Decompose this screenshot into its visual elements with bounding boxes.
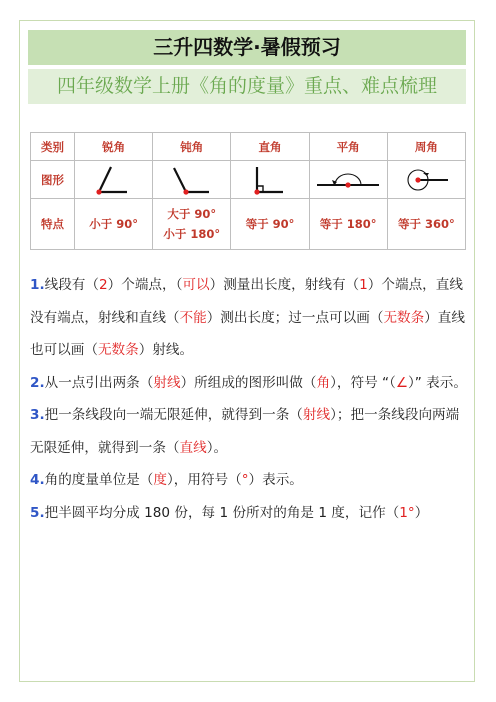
answer-text: 角	[316, 374, 331, 391]
answer-text: °	[241, 472, 249, 488]
statement-text: ），符号 “（	[330, 374, 396, 391]
answer-text: 无数条	[383, 309, 425, 326]
key-point-2	[30, 367, 470, 400]
acute-angle-feature	[75, 199, 153, 250]
statement-text: ）测出长度；过一点可以画（	[206, 309, 384, 326]
key-point-number: 2.	[30, 374, 45, 391]
answer-text: 无数条	[97, 342, 139, 358]
answer-text: 不能	[179, 309, 207, 326]
full-angle-feature	[387, 199, 465, 250]
statement-text: ）表示。	[248, 472, 303, 488]
feature-text: 等于 180°	[319, 217, 377, 231]
statement-text: ）测量出长度，射线有（	[209, 277, 360, 293]
table-figure-row	[31, 161, 466, 199]
answer-text: 射线	[302, 407, 331, 423]
answer-text: 2	[99, 277, 108, 293]
statement-text: ）个端点，（	[107, 277, 183, 293]
feature-text: 小于 180°	[163, 227, 221, 241]
row-label-figure: 图形	[31, 161, 75, 199]
obtuse-angle-figure	[153, 161, 231, 199]
row-label-category: 类别	[31, 133, 75, 161]
full-angle-figure	[387, 161, 465, 199]
column-header-acute: 锐角	[75, 133, 153, 161]
answer-text: 度	[153, 472, 167, 488]
straight-angle-feature	[309, 199, 387, 250]
statement-text: ）射线。	[138, 342, 194, 358]
statement-text: 线段有（	[44, 277, 99, 293]
key-points-list	[30, 269, 470, 529]
statement-text: 把半圆平均分成 180 份，每 1 份所对的角是 1 度，记作（	[44, 504, 400, 521]
key-point-number: 5.	[30, 504, 45, 521]
row-label-feature: 特点	[31, 199, 75, 250]
answer-text: ∠	[395, 374, 409, 391]
right-angle-feature	[231, 199, 309, 250]
page-frame	[19, 20, 475, 682]
key-point-number: 1.	[30, 277, 45, 293]
statement-text: ），用符号（	[166, 472, 242, 488]
acute-angle-figure	[75, 161, 153, 199]
feature-text: 大于 90°	[167, 207, 217, 221]
statement-text: ）	[414, 504, 429, 521]
feature-text: 等于 360°	[397, 217, 455, 231]
statement-text: 把一条线段向一端无限延伸，就得到一条（	[44, 407, 303, 423]
statement-text: ）” 表示。	[408, 374, 467, 391]
answer-text: 直线	[179, 439, 207, 456]
statement-text: 从一点引出两条（	[44, 374, 154, 391]
page-subtitle: 四年级数学上册《角的度量》重点、难点梳理	[28, 69, 466, 104]
right-angle-figure	[231, 161, 309, 199]
straight-angle-figure	[309, 161, 387, 199]
key-point-5	[30, 497, 470, 530]
answer-text: 射线	[153, 374, 181, 391]
key-point-4	[30, 464, 470, 497]
column-header-right: 直角	[231, 133, 309, 161]
key-point-3	[30, 399, 470, 464]
table-feature-row	[31, 199, 466, 250]
key-point-1	[30, 269, 470, 367]
angle-types-table	[30, 132, 466, 250]
table-header-row	[31, 133, 466, 161]
obtuse-angle-feature	[153, 199, 231, 250]
page-title: 三升四数学·暑假预习	[28, 30, 466, 65]
column-header-full: 周角	[387, 133, 465, 161]
column-header-straight: 平角	[309, 133, 387, 161]
key-point-number: 3.	[30, 407, 45, 423]
statement-text: ）所组成的图形叫做（	[180, 374, 317, 391]
column-header-obtuse: 钝角	[153, 133, 231, 161]
statement-text: ）；把一条线段向两端无限延伸，就得到一条（	[30, 407, 460, 456]
statement-text: 角的度量单位是（	[44, 472, 154, 488]
statement-text: ）个端点，直线没有端点，射线和直线（	[30, 277, 463, 326]
feature-text: 等于 90°	[245, 217, 295, 231]
feature-text: 小于 90°	[89, 217, 138, 231]
answer-text: 可以	[182, 277, 210, 293]
key-point-number: 4.	[30, 472, 45, 488]
statement-text: ）。	[206, 439, 228, 456]
answer-text: 1°	[399, 504, 415, 521]
statement-text: ）直线也可以画（	[30, 309, 465, 358]
answer-text: 1	[359, 277, 368, 293]
